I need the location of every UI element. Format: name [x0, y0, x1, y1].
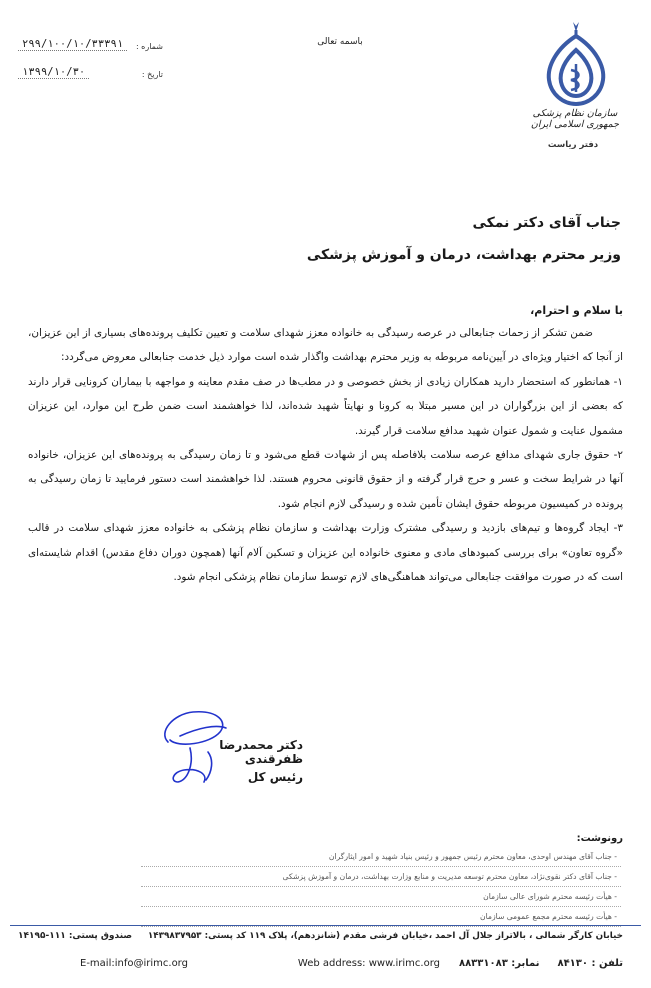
letter-date-value: ۱۳۹۹/۱۰/۳۰	[18, 66, 89, 79]
body-paragraph-1: ۱- همانطور که استحضار دارید همکاران زیادی از بخش خصوصی و در مطب‌ها در صف مقدم معاینه و مواجهه با بیماران کرونایی قرار دارند که بعضی از این بزرگواران در این مسیر مبتلا به کرونا و نهایتاً شهید شده‌اند، لذا خواهشمند است ضمن طرح این موارد، این عزیزان مشمول عنایت و شمول عنوان شهید مدافع سلامت قرار گیرند.	[28, 375, 623, 437]
signer-title: رئیس کل	[247, 770, 303, 784]
body-paragraph-3: ۳- ایجاد گروه‌ها و تیم‌های بازدید و رسیدگی مشترک وزارت بهداشت و سازمان نظام پزشکی به خانواده معزز شهدای سلامت در قالب «گروه تعاون» برای بررسی کمبودهای مادی و معنوی خانواده این عزیزان و تسکین آلام آنها (همچون دوران دفاع مقدس) اقدام شایسته‌ای است که در صورت موافقت جنابعالی می‌تواند هماهنگی‌های لازم توسط سازمان نظام پزشکی انجام شود.	[28, 522, 623, 584]
recipient-title: وزیر محترم بهداشت، درمان و آموزش پزشکی	[306, 247, 621, 263]
salutation: با سلام و احترام،	[530, 304, 623, 317]
cc-item: - جناب آقای مهندس اوحدی، معاون محترم رئیس جمهور و رئیس بنیاد شهید و امور ایثارگران	[141, 847, 621, 867]
footer-web	[80, 958, 440, 969]
office-label: دفتر ریاست	[547, 140, 599, 150]
footer-divider	[10, 925, 641, 926]
cc-item: - جناب آقای دکتر نقوی‌نژاد، معاون محترم توسعه مدیریت و منابع وزارت بهداشت، درمان و آموزش پزشکی	[141, 867, 621, 887]
letter-number-label: شماره :	[135, 42, 163, 51]
footer-po-box: صندوق پستی: ۱۱۱-۱۴۱۹۵	[18, 931, 133, 941]
letter-number-row	[18, 38, 163, 51]
footer-fax: نمابر: ۸۸۳۳۱۰۸۳	[458, 958, 540, 969]
footer-website-link[interactable]: Web address: www.irimc.org	[297, 958, 440, 969]
letter-number-value: ۲۹۹/۱۰۰/۱۰/۳۳۳۹۱	[18, 38, 127, 51]
basmala: باسمه تعالی	[317, 37, 363, 47]
footer-address: خیابان کارگر شمالی ، بالاتراز جلال آل احمد ،خیابان فرشی مقدم (شانزدهم)، پلاک ۱۱۹ کد پستی: ۱۴۳۹۸۳۷۹۵۳	[147, 931, 623, 941]
footer-email-link[interactable]: E-mail:info@irimc.org	[80, 958, 188, 969]
irimc-logo-icon	[535, 18, 617, 110]
letter-date-label: تاریخ :	[141, 70, 163, 79]
cc-title: رونوشت:	[576, 833, 623, 844]
signature-block	[158, 738, 303, 784]
recipient-name: جناب آقای دکتر نمکی	[472, 215, 621, 231]
cc-item: - هیأت رئیسه محترم شورای عالی سازمان	[141, 887, 621, 907]
cc-list	[141, 847, 621, 927]
body-paragraph-intro: ضمن تشکر از زحمات جنابعالی در عرصه رسیدگی به خانواده معزز شهدای سلامت و تعیین تکلیف پرونده‌های بسیاری از این عزیزان، از آنجا که اختیار ویژه‌ای در آیین‌نامه مربوطه به وزیر محترم بهداشت واگذار شده است موارد ذیل خدمت جنابعالی معروض می‌گردد:	[28, 327, 623, 364]
signer-name: دکتر محمدرضا ظفرقندی	[219, 738, 303, 766]
footer-phone: تلفن : ۸۴۱۳۰	[557, 958, 623, 969]
cc-item: - هیأت رئیسه محترم مجمع عمومی سازمان	[141, 907, 621, 927]
organization-name: سازمان نظام پزشکی جمهوری اسلامی ایران	[530, 108, 620, 130]
body-paragraph-2: ۲- حقوق جاری شهدای مدافع عرصه سلامت بلافاصله پس از شهادت قطع می‌شود و تا زمان رسیدگی به پرونده‌های این عزیزان، خانواده آنها در شرایط سخت و عسر و حرج قرار گرفته و از حقوق قانونی محروم هستند. لذا خواهشمند است دستور فرمایید تا زمان رسیدگی به پرونده در کمیسیون مربوطه حقوق ایشان تأمین شده و رسیدگی لازم انجام شود.	[28, 449, 623, 510]
footer-contact	[459, 958, 623, 969]
letter-date-row	[18, 66, 163, 79]
letter-body	[28, 321, 623, 589]
